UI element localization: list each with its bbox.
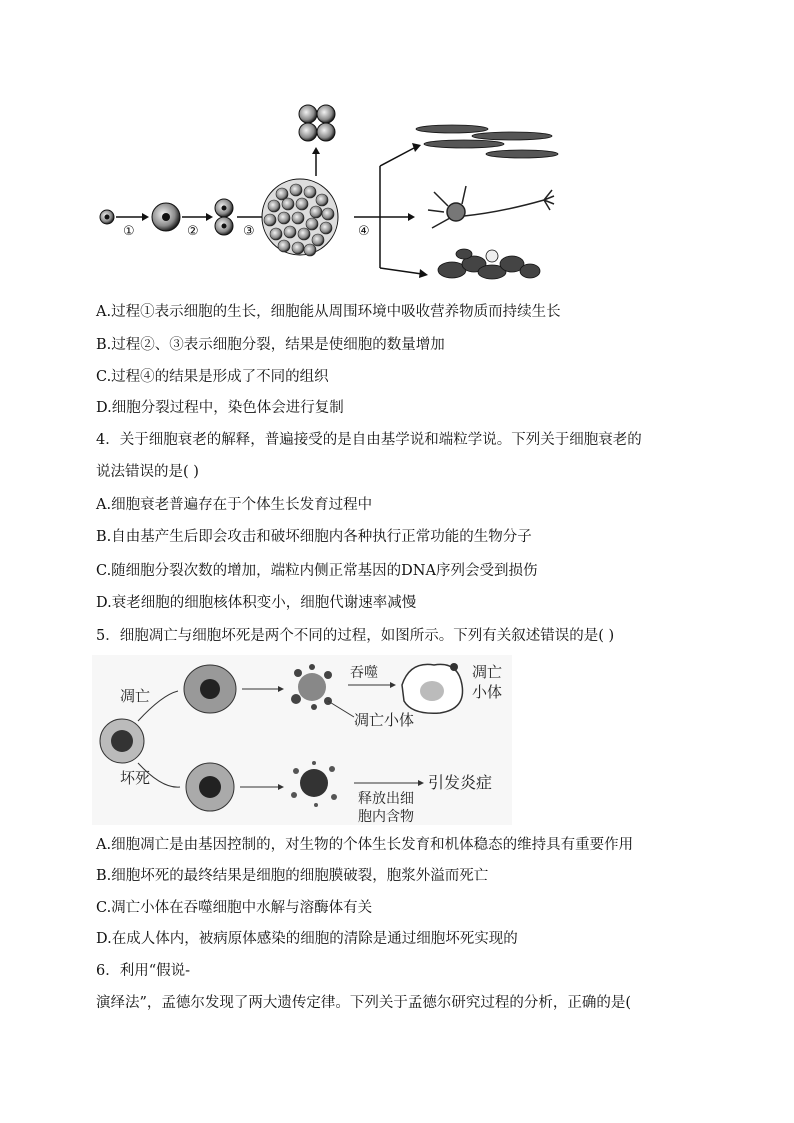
label-apoptotic-body-bottom: 凋亡小体 xyxy=(354,711,415,729)
cell-differentiation-figure xyxy=(92,96,592,296)
small-cell-icon xyxy=(100,210,114,224)
q5-option-d: D.在成人体内，被病原体感染的细胞的清除是通过细胞坏死实现的 xyxy=(96,931,518,947)
neuron-icon xyxy=(428,186,554,228)
cell-cluster-icon xyxy=(262,179,338,256)
blood-cells-icon xyxy=(438,249,540,279)
grown-cell-icon xyxy=(152,203,180,231)
muscle-tissue-icon xyxy=(416,125,558,158)
q3-option-c: C.过程④的结果是形成了不同的组织 xyxy=(96,369,329,385)
apoptosis-necrosis-figure xyxy=(92,655,512,825)
step-label-3: ③ xyxy=(243,224,255,239)
q3-option-b: B.过程②、③表示细胞分裂，结果是使细胞的数量增加 xyxy=(96,337,445,353)
q5-stem: 5．细胞凋亡与细胞坏死是两个不同的过程，如图所示。下列有关叙述错误的是( ) xyxy=(96,628,615,644)
original-cell-icon xyxy=(100,719,144,763)
swelling-cell-icon xyxy=(186,763,234,811)
shrinking-cell-icon xyxy=(184,665,236,713)
phagocyte-icon xyxy=(402,663,463,713)
q4-option-c: C.随细胞分裂次数的增加，端粒内侧正常基因的DNA序列会受到损伤 xyxy=(96,563,538,579)
label-necrosis: 坏死 xyxy=(120,769,151,787)
q4-stem-line1: 4．关于细胞衰老的解释，普遍接受的是自由基学说和端粒学说。下列关于细胞衰老的 xyxy=(96,432,642,448)
label-apoptotic-body-right-2: 小体 xyxy=(472,683,503,701)
label-release-2: 胞内含物 xyxy=(358,809,414,825)
step-label-1: ① xyxy=(123,224,135,239)
label-apoptotic-body-right-1: 凋亡 xyxy=(472,663,503,681)
label-apoptosis: 凋亡 xyxy=(120,687,151,705)
q5-option-b: B.细胞坏死的最终结果是细胞的细胞膜破裂，胞浆外溢而死亡 xyxy=(96,868,489,884)
q5-option-c: C.凋亡小体在吞噬细胞中水解与溶酶体有关 xyxy=(96,900,373,916)
four-cells-icon xyxy=(299,105,335,141)
step-label-4: ④ xyxy=(358,224,370,239)
q5-option-a: A.细胞凋亡是由基因控制的，对生物的个体生长发育和机体稳态的维持具有重要作用 xyxy=(96,837,634,853)
label-release-1: 释放出细 xyxy=(358,791,414,807)
q6-line1: 6．利用“假说- xyxy=(96,963,191,979)
two-cells-icon xyxy=(215,199,233,235)
step-label-2: ② xyxy=(187,224,199,239)
q4-option-b: B.自由基产生后即会攻击和破坏细胞内各种执行正常功能的生物分子 xyxy=(96,529,532,545)
label-inflammation: 引发炎症 xyxy=(428,773,493,792)
q6-line2: 演绎法”，孟德尔发现了两大遗传定律。下列关于孟德尔研究过程的分析，正确的是( xyxy=(96,995,632,1011)
q4-option-a: A.细胞衰老普遍存在于个体生长发育过程中 xyxy=(96,497,373,513)
label-engulf: 吞噬 xyxy=(350,665,378,681)
q4-stem-line2: 说法错误的是( ) xyxy=(96,464,199,480)
q4-option-d: D.衰老细胞的细胞核体积变小，细胞代谢速率减慢 xyxy=(96,595,417,611)
q3-option-a: A.过程①表示细胞的生长，细胞能从周围环境中吸收营养物质而持续生长 xyxy=(96,304,561,320)
q3-option-d: D.细胞分裂过程中，染色体会进行复制 xyxy=(96,400,344,416)
